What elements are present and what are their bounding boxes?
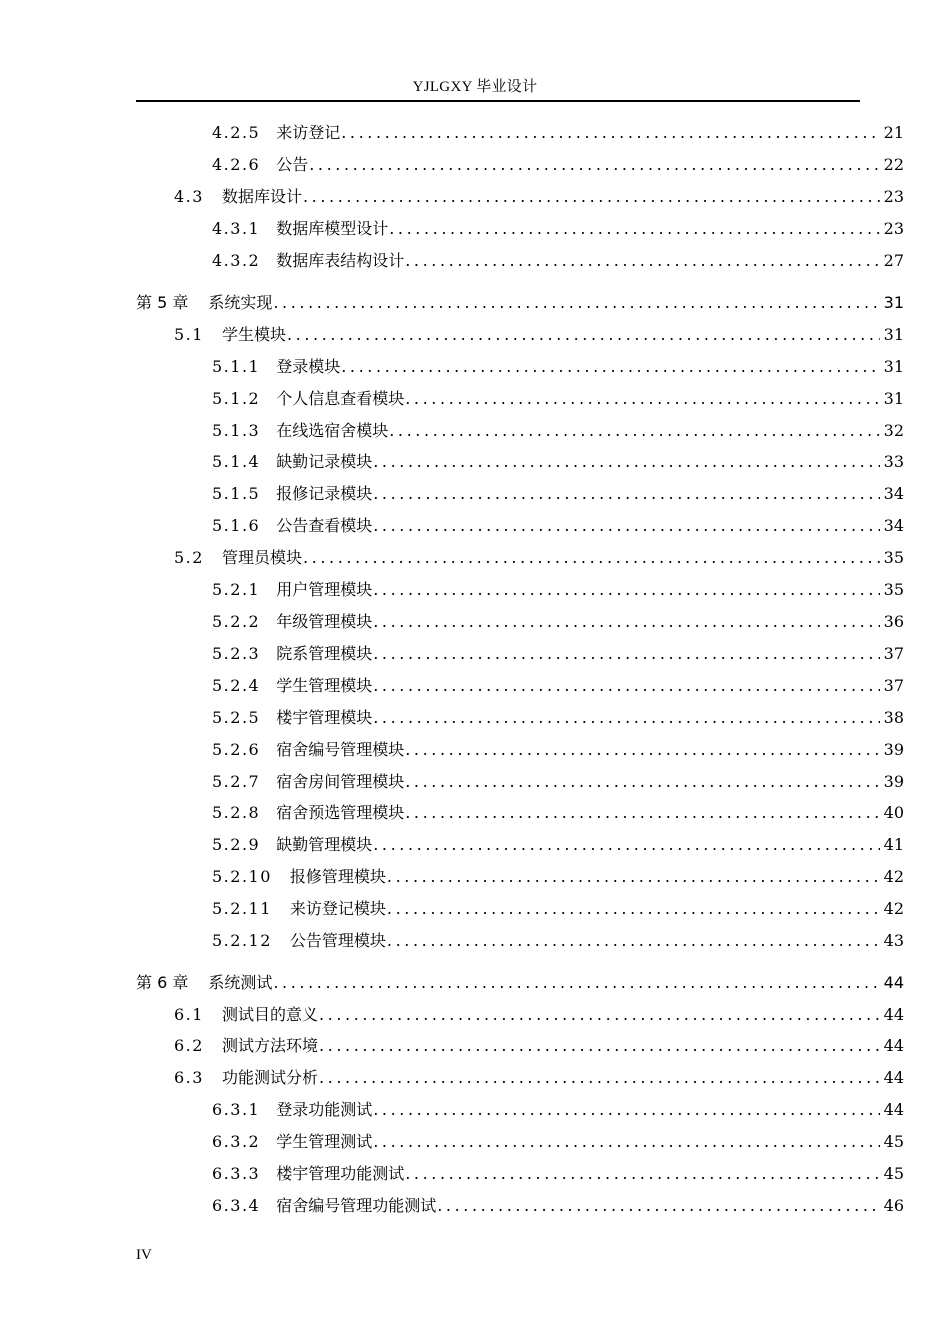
toc-dot-leader bbox=[405, 1163, 879, 1185]
toc-entry-title: 公告查看模块 bbox=[276, 516, 373, 535]
toc-entry-page: 37 bbox=[883, 676, 904, 695]
toc-entry-page: 38 bbox=[883, 708, 904, 727]
toc-entry-page: 31 bbox=[883, 389, 904, 408]
toc-dot-leader bbox=[405, 771, 879, 793]
toc-entry-page: 35 bbox=[883, 580, 904, 599]
toc-dot-leader bbox=[319, 1067, 880, 1089]
toc-entry-page: 31 bbox=[883, 357, 904, 376]
toc-dot-leader bbox=[341, 356, 879, 378]
toc-entry-title: 宿舍预选管理模块 bbox=[276, 803, 405, 822]
toc-entry-page: 31 bbox=[883, 293, 904, 312]
toc-entry-number: 5.1.1 bbox=[212, 357, 261, 376]
toc-entry-number: 第 6 章 bbox=[136, 973, 189, 992]
toc-entry-title: 登录功能测试 bbox=[276, 1100, 373, 1119]
toc-entry[interactable] bbox=[212, 611, 904, 633]
toc-dot-leader bbox=[341, 122, 879, 144]
toc-dot-leader bbox=[387, 866, 880, 888]
toc-entry-number: 6.2 bbox=[174, 1036, 204, 1055]
toc-entry-number: 5.2.7 bbox=[212, 772, 261, 791]
toc-entry-number: 5.2.9 bbox=[212, 835, 261, 854]
toc-entry-title: 个人信息查看模块 bbox=[276, 389, 405, 408]
toc-dot-leader bbox=[373, 451, 879, 473]
toc-dot-leader bbox=[309, 154, 879, 176]
toc-entry[interactable] bbox=[212, 356, 904, 378]
toc-entry-number: 5.2.5 bbox=[212, 708, 261, 727]
toc-entry-title: 宿舍编号管理功能测试 bbox=[276, 1196, 437, 1215]
toc-dot-leader bbox=[373, 515, 879, 537]
toc-entry-title: 学生模块 bbox=[221, 325, 286, 344]
toc-entry-number: 6.3.2 bbox=[212, 1132, 261, 1151]
toc-entry-page: 27 bbox=[883, 251, 904, 270]
toc-entry-number: 4.2.5 bbox=[212, 123, 261, 142]
toc-entry-title: 登录模块 bbox=[276, 357, 341, 376]
toc-entry[interactable] bbox=[212, 122, 904, 144]
toc-dot-leader bbox=[437, 1195, 879, 1217]
toc-dot-leader bbox=[303, 547, 880, 569]
toc-dot-leader bbox=[373, 707, 879, 729]
toc-entry-page: 34 bbox=[883, 516, 904, 535]
toc-entry-number: 4.3 bbox=[174, 187, 204, 206]
toc-entry-title: 功能测试分析 bbox=[221, 1068, 318, 1087]
toc-entry[interactable] bbox=[212, 250, 904, 272]
toc-dot-leader bbox=[373, 675, 879, 697]
toc-entry-number: 5.1.3 bbox=[212, 421, 261, 440]
toc-entry-title: 缺勤记录模块 bbox=[276, 452, 373, 471]
toc-entry-title: 用户管理模块 bbox=[276, 580, 373, 599]
toc-entry-title: 宿舍房间管理模块 bbox=[276, 772, 405, 791]
toc-entry-title: 楼宇管理模块 bbox=[276, 708, 373, 727]
toc-entry-number: 6.3.3 bbox=[212, 1164, 261, 1183]
toc-entry[interactable] bbox=[212, 483, 904, 505]
toc-dot-leader bbox=[387, 930, 880, 952]
toc-dot-leader bbox=[405, 739, 879, 761]
toc-dot-leader bbox=[319, 1004, 880, 1026]
toc-entry[interactable] bbox=[212, 1099, 904, 1121]
toc-dot-leader bbox=[373, 579, 879, 601]
toc-entry[interactable] bbox=[174, 186, 904, 208]
toc-entry-number: 5.2.10 bbox=[212, 867, 272, 886]
toc-entry-page: 40 bbox=[883, 803, 904, 822]
toc-entry-title: 年级管理模块 bbox=[276, 612, 373, 631]
toc-entry-page: 31 bbox=[883, 325, 904, 344]
toc-entry[interactable] bbox=[212, 866, 904, 888]
toc-dot-leader bbox=[373, 611, 879, 633]
toc-entry[interactable] bbox=[212, 420, 904, 442]
toc-entry-page: 21 bbox=[883, 123, 904, 142]
toc-entry-page: 39 bbox=[883, 772, 904, 791]
toc-entry-title: 在线选宿舍模块 bbox=[276, 421, 389, 440]
toc-entry-title: 学生管理模块 bbox=[276, 676, 373, 695]
toc-entry[interactable] bbox=[212, 1131, 904, 1153]
toc-entry-title: 系统实现 bbox=[208, 293, 273, 312]
toc-entry-title: 报修管理模块 bbox=[289, 867, 386, 886]
toc-entry-page: 45 bbox=[883, 1164, 904, 1183]
toc-entry[interactable] bbox=[212, 643, 904, 665]
toc-entry-page: 36 bbox=[883, 612, 904, 631]
toc-dot-leader bbox=[373, 834, 879, 856]
toc-entry-number: 5.2.8 bbox=[212, 803, 261, 822]
toc-entry-page: 44 bbox=[883, 1100, 904, 1119]
toc-entry[interactable] bbox=[174, 1004, 904, 1026]
toc-entry[interactable] bbox=[212, 898, 904, 920]
toc-entry-number: 6.3.4 bbox=[212, 1196, 261, 1215]
toc-entry-number: 5.2.3 bbox=[212, 644, 261, 663]
toc-entry-page: 42 bbox=[883, 899, 904, 918]
toc-entry[interactable] bbox=[212, 218, 904, 240]
toc-entry[interactable] bbox=[212, 707, 904, 729]
toc-entry-number: 5.2 bbox=[174, 548, 204, 567]
toc-dot-leader bbox=[373, 643, 879, 665]
toc-entry-title: 管理员模块 bbox=[221, 548, 302, 567]
toc-entry-number: 6.1 bbox=[174, 1005, 204, 1024]
toc-entry[interactable] bbox=[212, 1195, 904, 1217]
toc-entry-number: 5.2.11 bbox=[212, 899, 272, 918]
toc-entry[interactable] bbox=[174, 1035, 904, 1057]
toc-entry-page: 44 bbox=[883, 1036, 904, 1055]
toc-entry-page: 22 bbox=[883, 155, 904, 174]
page-footer-number: IV bbox=[136, 1247, 152, 1263]
toc-entry-title: 缺勤管理模块 bbox=[276, 835, 373, 854]
toc-entry-page: 23 bbox=[883, 187, 904, 206]
toc-entry-title: 系统测试 bbox=[208, 973, 273, 992]
toc-entry-page: 44 bbox=[883, 1068, 904, 1087]
toc-entry[interactable] bbox=[174, 324, 904, 346]
toc-entry-page: 44 bbox=[883, 1005, 904, 1024]
toc-entry-number: 5.2.6 bbox=[212, 740, 261, 759]
toc-entry-title: 公告管理模块 bbox=[289, 931, 386, 950]
toc-entry-title: 数据库设计 bbox=[221, 187, 302, 206]
toc-entry-page: 32 bbox=[883, 421, 904, 440]
toc-entry[interactable] bbox=[212, 675, 904, 697]
toc-entry[interactable] bbox=[212, 802, 904, 824]
toc-entry-title: 测试方法环境 bbox=[221, 1036, 318, 1055]
toc-entry-number: 6.3.1 bbox=[212, 1100, 261, 1119]
toc-entry[interactable] bbox=[212, 930, 904, 952]
toc-entry-title: 来访登记 bbox=[276, 123, 341, 142]
toc-dot-leader bbox=[373, 1131, 879, 1153]
toc-dot-leader bbox=[389, 420, 879, 442]
toc-entry-page: 44 bbox=[883, 973, 904, 992]
toc-entry-title: 数据库表结构设计 bbox=[276, 251, 405, 270]
toc-entry-page: 33 bbox=[883, 452, 904, 471]
toc-dot-leader bbox=[405, 388, 879, 410]
toc-entry[interactable] bbox=[174, 1067, 904, 1089]
toc-dot-leader bbox=[287, 324, 880, 346]
toc-dot-leader bbox=[373, 1099, 879, 1121]
toc-entry-number: 4.3.2 bbox=[212, 251, 261, 270]
toc-entry-title: 公告 bbox=[276, 155, 309, 174]
toc-entry-number: 5.2.4 bbox=[212, 676, 261, 695]
toc-entry-number: 5.2.12 bbox=[212, 931, 272, 950]
toc-entry-number: 5.1.2 bbox=[212, 389, 261, 408]
toc-entry-page: 43 bbox=[883, 931, 904, 950]
toc-entry-page: 23 bbox=[883, 219, 904, 238]
toc-entry[interactable] bbox=[136, 292, 904, 314]
toc-entry-page: 37 bbox=[883, 644, 904, 663]
toc-entry-page: 34 bbox=[883, 484, 904, 503]
toc-entry[interactable] bbox=[174, 547, 904, 569]
toc-entry-title: 数据库模型设计 bbox=[276, 219, 389, 238]
toc-entry-page: 39 bbox=[883, 740, 904, 759]
toc-entry[interactable] bbox=[212, 515, 904, 537]
toc-dot-leader bbox=[405, 802, 879, 824]
toc-entry-title: 宿舍编号管理模块 bbox=[276, 740, 405, 759]
toc-dot-leader bbox=[273, 292, 879, 314]
toc-dot-leader bbox=[273, 972, 879, 994]
toc-entry[interactable] bbox=[212, 834, 904, 856]
toc-entry-number: 5.1.4 bbox=[212, 452, 261, 471]
toc-entry-number: 5.2.2 bbox=[212, 612, 261, 631]
toc-entry-title: 学生管理测试 bbox=[276, 1132, 373, 1151]
toc-entry-number: 5.1.6 bbox=[212, 516, 261, 535]
toc-dot-leader bbox=[373, 483, 879, 505]
toc-entry-number: 5.1.5 bbox=[212, 484, 261, 503]
toc-dot-leader bbox=[389, 218, 879, 240]
toc-entry-title: 来访登记模块 bbox=[289, 899, 386, 918]
toc-entry-number: 5.2.1 bbox=[212, 580, 261, 599]
toc-entry-page: 46 bbox=[883, 1196, 904, 1215]
toc-entry[interactable] bbox=[212, 771, 904, 793]
toc-entry-page: 45 bbox=[883, 1132, 904, 1151]
toc-entry-title: 楼宇管理功能测试 bbox=[276, 1164, 405, 1183]
toc-entry[interactable] bbox=[212, 739, 904, 761]
toc-entry[interactable] bbox=[136, 972, 904, 994]
toc-entry-page: 42 bbox=[883, 867, 904, 886]
toc-dot-leader bbox=[405, 250, 879, 272]
toc-entry-number: 第 5 章 bbox=[136, 293, 189, 312]
toc-entry-page: 35 bbox=[883, 548, 904, 567]
page-header: YJLGXY 毕业设计 bbox=[412, 79, 538, 95]
toc-entry-title: 院系管理模块 bbox=[276, 644, 373, 663]
toc-entry-number: 4.2.6 bbox=[212, 155, 261, 174]
toc-dot-leader bbox=[319, 1035, 880, 1057]
toc-entry-title: 测试目的意义 bbox=[221, 1005, 318, 1024]
toc-dot-leader bbox=[303, 186, 880, 208]
toc-entry[interactable] bbox=[212, 154, 904, 176]
toc-entry[interactable] bbox=[212, 388, 904, 410]
toc-entry-number: 6.3 bbox=[174, 1068, 204, 1087]
toc-entry-page: 41 bbox=[883, 835, 904, 854]
toc-entry[interactable] bbox=[212, 1163, 904, 1185]
toc-entry[interactable] bbox=[212, 451, 904, 473]
toc-entry-number: 5.1 bbox=[174, 325, 204, 344]
toc-entry[interactable] bbox=[212, 579, 904, 601]
toc-dot-leader bbox=[387, 898, 880, 920]
toc-entry-number: 4.3.1 bbox=[212, 219, 261, 238]
toc-entry-title: 报修记录模块 bbox=[276, 484, 373, 503]
